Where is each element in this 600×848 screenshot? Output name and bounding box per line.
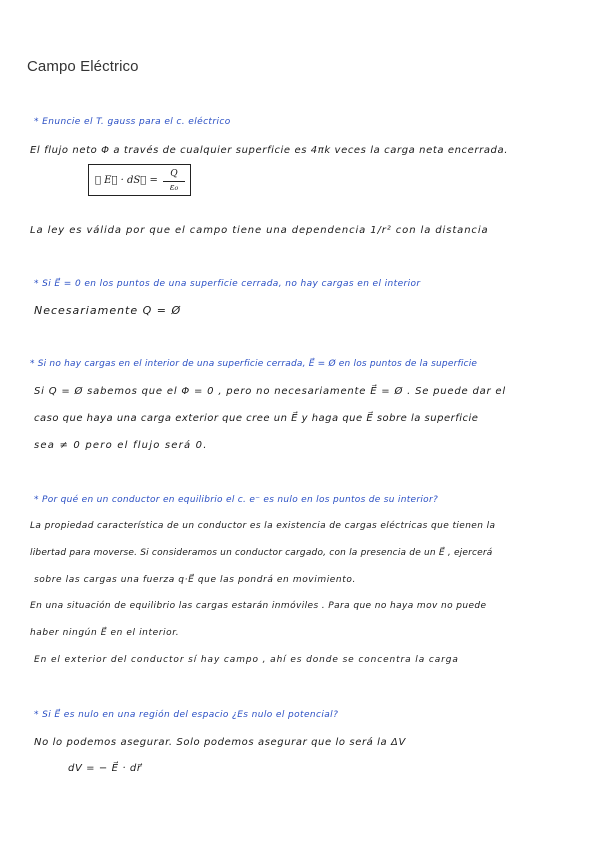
question-zero-field-surface: * Si E⃗ = 0 en los puntos de una superficie cerrada, no hay cargas en el interior: [34, 279, 421, 289]
answer-line: libertad para moverse. Si consideramos un conductor cargado, con la presencia de un E⃗ , ejercerá: [30, 548, 493, 558]
question-no-charges-inside: * Si no hay cargas en el interior de una superficie cerrada, E⃗ = Ø en los puntos de la superficie: [30, 359, 478, 369]
answer-line: En el exterior del conductor sí hay campo , ahí es donde se concentra la carga: [34, 655, 459, 665]
answer-line: La ley es válida por que el campo tiene una dependencia 1/r² con la distancia: [30, 225, 489, 236]
answer-line: Si Q = Ø sabemos que el Φ = 0 , pero no necesariamente E⃗ = Ø . Se puede dar el: [34, 386, 506, 397]
answer-line: No lo podemos asegurar. Solo podemos asegurar que lo será la ΔV: [34, 737, 406, 748]
answer-line: En una situación de equilibrio las cargas estarán inmóviles . Para que no haya mov no puede: [30, 601, 487, 611]
question-null-field-potential: * Si E⃗ es nulo en una región del espacio ¿Es nulo el potencial?: [34, 710, 339, 720]
potential-differential-formula: dV = − E⃗ · dr⃗: [68, 763, 142, 774]
fraction-bar: [163, 181, 185, 182]
answer-line: sobre las cargas una fuerza q·E⃗ que las pondrá en movimiento.: [34, 575, 356, 585]
answer-line: Necesariamente Q = Ø: [34, 304, 182, 317]
answer-line: La propiedad característica de un conductor es la existencia de cargas eléctricas que tienen la: [30, 521, 496, 531]
question-gauss-theorem: * Enuncie el T. gauss para el c. eléctrico: [34, 117, 231, 127]
formula-denominator: ε₀: [169, 183, 179, 193]
gauss-formula-box: [88, 164, 191, 196]
formula-numerator: Q: [170, 169, 178, 179]
page-title: Campo Eléctrico: [27, 58, 139, 75]
question-conductor-equilibrium: * Por qué en un conductor en equilibrio el c. e⁻ es nulo en los puntos de su interior?: [34, 495, 439, 505]
answer-line: El flujo neto Φ a través de cualquier superficie es 4πk veces la carga neta encerrada.: [30, 145, 509, 156]
answer-line: caso que haya una carga exterior que cree un E⃗ y haga que E⃗ sobre la superficie: [34, 413, 479, 424]
answer-line: haber ningún E⃗ en el interior.: [30, 628, 180, 638]
formula-fraction: [163, 169, 185, 194]
formula-lhs: ∮ E⃗ · dS⃗ =: [95, 175, 158, 186]
answer-line: sea ≠ 0 pero el flujo será 0.: [34, 440, 208, 451]
